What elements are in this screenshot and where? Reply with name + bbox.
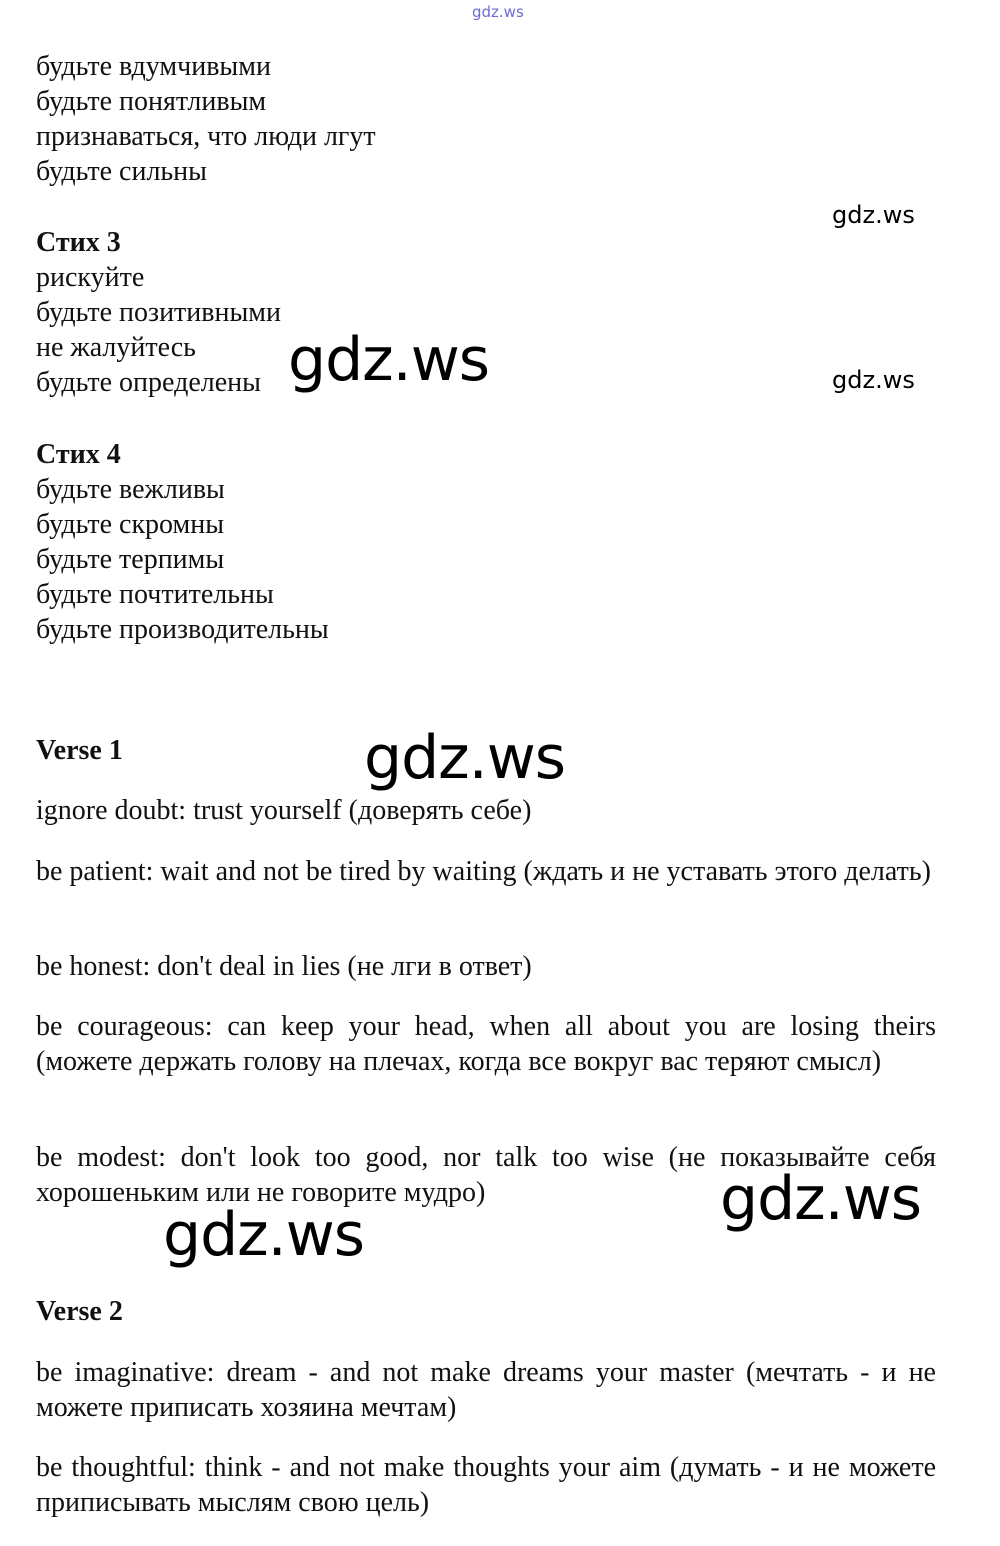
verse2-heading: Verse 2 [36, 1296, 123, 1327]
top-list [36, 49, 376, 189]
watermark-large-1: gdz.ws [288, 325, 490, 395]
list-item: не жалуйтесь [36, 332, 196, 363]
list-item: будьте сильны [36, 156, 207, 187]
stikh4-section [36, 437, 329, 647]
list-item: будьте производительны [36, 614, 329, 645]
list-item: будьте терпимы [36, 544, 225, 575]
list-item: признаваться, что люди лгут [36, 121, 376, 152]
verse1-heading: Verse 1 [36, 735, 123, 766]
verse1-paragraph: be patient: wait and not be tired by waiting (ждать и не уставать этого делать) [36, 856, 931, 887]
list-item: будьте скромны [36, 509, 225, 540]
list-item: будьте вдумчивыми [36, 51, 271, 82]
verse1-paragraph: be honest: don't deal in lies (не лги в ответ) [36, 951, 532, 982]
verse2-paragraph: be thoughtful: think - and not make thoughts your aim (думать - и не можете приписывать мыслям свою цель) [36, 1452, 936, 1518]
verse1-paragraph: be modest: don't look too good, nor talk too wise (не показывайте себя хорошеньким или не говорите мудро) [36, 1142, 936, 1208]
list-item: будьте почтительны [36, 579, 274, 610]
watermark-small-2: gdz.ws [832, 366, 915, 394]
watermark-large-4: gdz.ws [163, 1200, 365, 1270]
stikh3-section [36, 225, 281, 400]
watermark-large-2: gdz.ws [364, 723, 566, 793]
watermark-large-3: gdz.ws [720, 1164, 922, 1234]
verse1-paragraph: be courageous: can keep your head, when all about you are losing theirs (можете держать голову на плечах, когда все вокруг вас теряют смысл) [36, 1011, 936, 1077]
stikh4-heading: Стих 4 [36, 439, 121, 470]
list-item: будьте понятливым [36, 86, 267, 117]
watermark-top: gdz.ws [472, 3, 524, 21]
list-item: будьте вежливы [36, 474, 225, 505]
list-item: будьте позитивными [36, 297, 281, 328]
watermark-small-1: gdz.ws [832, 201, 915, 229]
verse1-paragraph: ignore doubt: trust yourself (доверять себе) [36, 795, 532, 826]
stikh3-heading: Стих 3 [36, 227, 121, 258]
list-item: рискуйте [36, 262, 145, 293]
verse2-paragraph: be imaginative: dream - and not make dreams your master (мечтать - и не можете приписать хозяина мечтам) [36, 1357, 936, 1423]
list-item: будьте определены [36, 367, 261, 398]
